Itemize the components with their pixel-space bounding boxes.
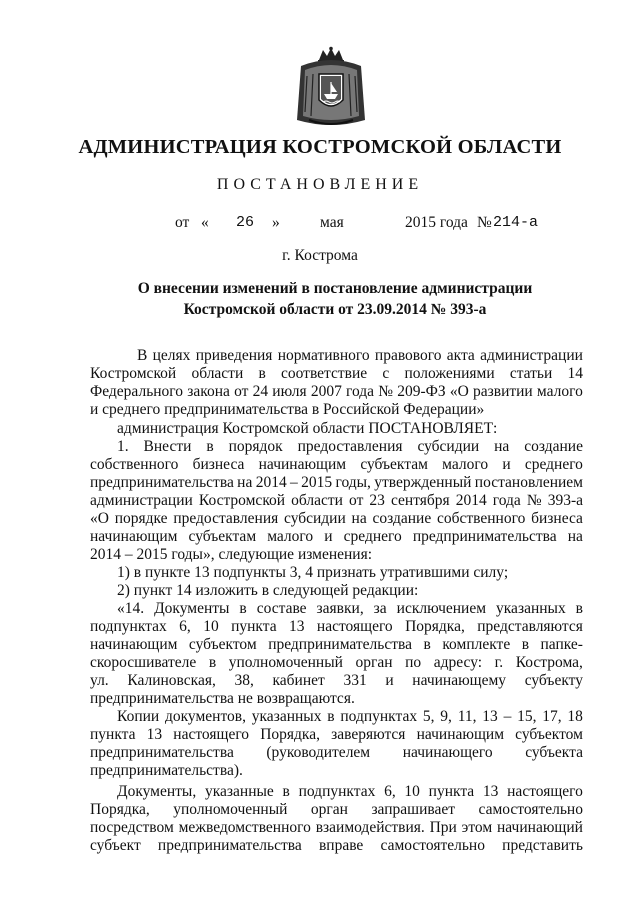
body-line [90,528,583,546]
city-line: г. Кострома [282,247,358,264]
word: вправе [318,837,364,854]
body-line [90,456,583,474]
word: закона [187,383,230,400]
coat-of-arms-emblem [295,46,367,130]
body-line [90,744,583,762]
date-open-quote: « [201,214,209,231]
document-subject [100,278,570,320]
word: порядке [114,510,168,527]
word: 6, [179,618,191,635]
word: заявки, [316,600,364,617]
word: 13 [289,618,305,635]
date-year: 2015 года [405,214,468,231]
word: 2014 [255,474,287,491]
body-line [90,365,583,383]
word: настоящего [316,618,393,635]
word: порядок [228,438,283,455]
word: указанных [251,708,322,725]
word: подпунктах [90,618,167,635]
word: среднего [343,528,402,545]
word: 38, [234,672,254,689]
word: документов, [164,708,246,725]
word: настоящего [507,783,583,800]
body-line [90,510,583,528]
word: субъекту [524,672,583,689]
word: 11, [457,708,477,725]
word: 17, [542,708,562,725]
body-line: 1) в пункте 13 подпункты 3, 4 признать утратившими силу; [117,564,509,581]
word: субъектом [188,636,257,653]
word: субсидии [284,510,346,527]
word: – [290,474,298,491]
word: субъектам [188,528,257,545]
word: целях [152,347,191,364]
word: кабинет [272,672,325,689]
word: и [324,528,333,545]
subject-line: Костромской области от 23.09.2014 № 393-а [183,301,487,318]
date-close-quote: » [272,214,280,231]
word: начинающего [402,744,493,761]
word: подпунктах [298,783,376,800]
word: на [567,528,583,545]
body-line [90,801,583,819]
word: 9, [440,708,452,725]
word: «14. [117,600,145,617]
word: Кострома, [515,654,583,671]
word: субъекта [525,744,583,761]
word: 331 [343,672,367,689]
word: собственного [436,510,526,527]
body-line [117,783,583,801]
word: комплекте [442,636,511,653]
word: года [492,492,521,509]
word: собственного [90,456,179,473]
word: В [137,347,148,364]
word: положениями [404,365,495,382]
word: – [503,708,512,725]
word: субъектам [360,456,428,473]
word: Калиновская, [127,672,216,689]
document-number: 214-а [493,214,539,231]
word: малого [267,528,314,545]
word: Федерального [90,383,184,400]
word: «О [90,510,109,527]
word: 1. [117,438,129,455]
subject-line: О внесении изменений в постановление администрации [137,280,533,297]
word: и [502,456,511,473]
word: в [575,600,583,617]
word: орган [355,654,393,671]
word: (руководителем [266,744,371,761]
word: предоставления [297,438,403,455]
body-line [90,837,583,855]
word: начинающим [90,528,178,545]
word: пункта [90,726,136,743]
word: нормативного [277,347,370,364]
word: 24 [252,383,269,400]
word: 2015 [301,474,333,491]
word: акта [446,347,475,364]
word: и [385,672,394,689]
word: июля [272,383,307,400]
word: начинающий [497,819,583,836]
word: за [373,600,387,617]
word: Копии [117,708,160,725]
word: папке- [540,636,583,653]
body-line [90,636,583,654]
word: предоставления [173,510,279,527]
word: составе [256,600,307,617]
body-line [90,474,583,492]
word: Порядка, [405,618,465,635]
number-sign: № [477,214,492,231]
word: подпунктах [340,708,418,725]
body-line: 2) пункт 14 изложить в следующей редакции: [117,582,419,599]
word: Порядка, [260,726,320,743]
word: взаимодействия. [315,819,425,836]
body-line [90,492,583,510]
word: орган [310,801,348,818]
word: указанные [204,783,274,800]
document-type: ПОСТАНОВЛЕНИЕ [216,176,424,193]
word: создание [372,510,432,527]
word: Документы [154,600,230,617]
word: «О [449,383,469,400]
word: в [327,708,335,725]
word: года [346,383,375,400]
word: № [526,492,542,509]
word: указанных [496,600,566,617]
body-line: предпринимательства не возвращаются. [90,690,355,707]
word: настоящего [173,726,250,743]
word: скоросшивателе [90,654,197,671]
word: Костромской [90,365,177,382]
word: статьи [509,365,553,382]
word: 10 [203,618,219,635]
body-line [90,672,583,690]
word: предпринимательства [412,528,557,545]
word: правового [374,347,442,364]
date-day: 26 [236,214,255,231]
word: развитии [473,383,533,400]
body-line [90,654,583,672]
word: этом [461,819,493,836]
word: начинающим [416,726,505,743]
word: 393-а [547,492,583,509]
word: представить [502,837,583,854]
word: Документы, [117,783,197,800]
word: от [349,492,364,509]
word: по [405,654,422,671]
word: заверяются [331,726,406,743]
word: утвержденный [374,474,472,491]
word: приведения [195,347,273,364]
word: среднего [524,456,583,473]
word: 5, [422,708,435,725]
body-line [90,726,583,744]
word: Внести [143,438,192,455]
word: сентября [390,492,450,509]
organization-title: АДМИНИСТРАЦИЯ КОСТРОМСКОЙ ОБЛАСТИ [78,136,562,158]
word: в [208,654,217,671]
word: 10 [404,783,420,800]
word: 23 [369,492,385,509]
date-month: мая [320,214,344,231]
word: бизнеса [531,510,583,527]
body-line: и среднего предпринимательства в Российской Федерации» [90,401,485,418]
word: в [423,636,431,653]
body-line: предпринимательства). [90,762,243,779]
word: 18 [567,708,583,725]
word: годы, [335,474,371,491]
word: на [494,438,510,455]
word: субсидии [417,438,480,455]
word: 6, [384,783,396,800]
word: в [521,636,530,653]
word: соответствие [281,365,368,382]
word: При [429,819,457,836]
word: администрации [480,347,583,364]
body-line [90,819,583,837]
word: ул. [90,672,109,689]
word: уполномоченный [173,801,288,818]
word: в [206,438,214,455]
word: пункта [231,618,277,635]
word: малого [442,456,489,473]
word: постановлением [474,474,583,491]
word: 13 [482,783,499,800]
word: субъектом [515,726,583,743]
word: г. [494,654,504,671]
word: от [234,383,249,400]
word: предпринимательства [90,474,234,491]
word: 15, [517,708,537,725]
word: самостоятельно [478,801,583,818]
word: посредством [90,819,174,836]
word: 14 [567,365,583,382]
word: с [382,365,390,382]
word: в [258,365,266,382]
body-line [117,600,583,618]
body-line [90,618,583,636]
body-line [137,347,583,365]
word: 13 [146,726,163,743]
body-line: 2014 – 2015 годы», следующие изменения: [90,546,373,563]
word: запрашивает [371,801,456,818]
word: на [351,510,367,527]
word: предпринимательства [157,837,302,854]
word: бизнеса [192,456,245,473]
word: 209-ФЗ [397,383,446,400]
word: 2007 [310,383,342,400]
word: представляются [477,618,583,635]
word: области [291,492,343,509]
body-line [117,438,583,456]
word: администрации [90,492,193,509]
body-line [117,708,583,726]
date-prefix: от [175,214,190,231]
word: пункта [428,783,475,800]
word: в [282,783,290,800]
word: создание [524,438,583,455]
word: Порядка, [90,801,150,818]
word: № [378,383,394,400]
word: Костромской [198,492,286,509]
word: 13 [482,708,498,725]
word: самостоятельно [380,837,485,854]
word: адресу: [433,654,483,671]
word: малого [536,383,583,400]
body-line [90,383,583,401]
word: предпринимательства [90,744,234,761]
word: субъект [90,837,141,854]
word: межведомственного [178,819,311,836]
word: уполномоченный [228,654,343,671]
body-line: администрация Костромской области ПОСТАНОВЛЯЕТ: [117,420,498,437]
word: начинающему [412,672,507,689]
word: начинающим [90,636,178,653]
word: в [239,600,247,617]
word: на [237,474,253,491]
word: области [191,365,244,382]
word: 2014 [455,492,487,509]
word: начинающим [258,456,347,473]
word: исключением [396,600,487,617]
word: предпринимательства [268,636,413,653]
